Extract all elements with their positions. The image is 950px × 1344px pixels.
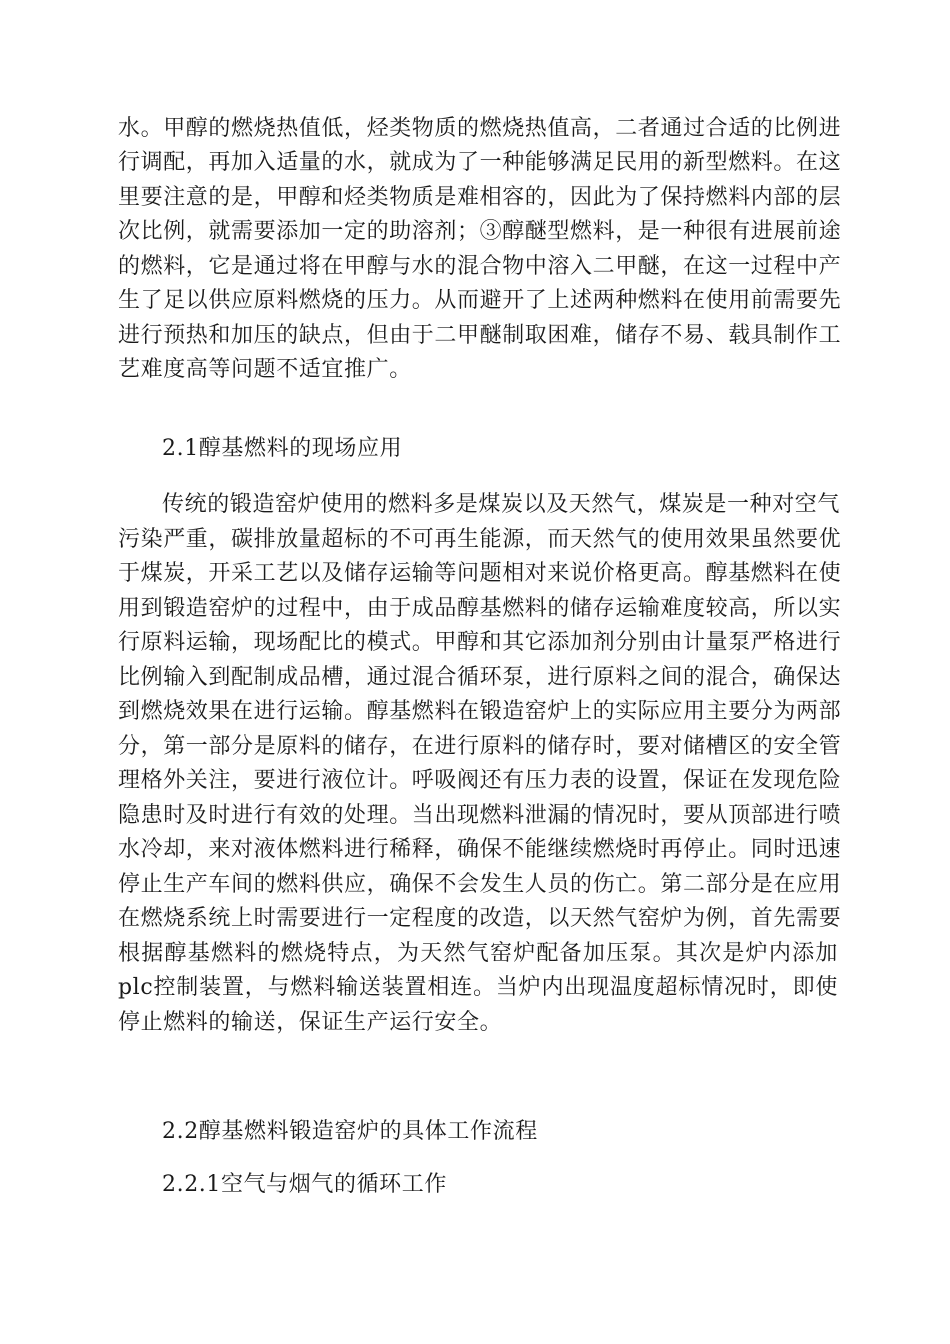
paragraph-line: 生了足以供应原料燃烧的压力。从而避开了上述两种燃料在使用前需要先 <box>118 288 842 313</box>
paragraph-line: 水。甲醇的燃烧热值低，烃类物质的燃烧热值高，二者通过合适的比例进 <box>118 116 842 141</box>
paragraph-line: 分，第一部分是原料的储存，在进行原料的储存时，要对储槽区的安全管 <box>118 734 842 759</box>
paragraph-line: 次比例，就需要添加一定的助溶剂；③醇醚型燃料，是一种很有进展前途 <box>118 219 842 244</box>
paragraph-line: 隐患时及时进行有效的处理。当出现燃料泄漏的情况时，要从顶部进行喷 <box>118 803 842 828</box>
paragraph-line: 停止生产车间的燃料供应，确保不会发生人员的伤亡。第二部分是在应用 <box>118 872 842 897</box>
paragraph-line: 理格外关注，要进行液位计。呼吸阀还有压力表的设置，保证在发现危险 <box>118 768 842 793</box>
paragraph-line: 在燃烧系统上时需要进行一定程度的改造，以天然气窑炉为例，首先需要 <box>118 906 842 931</box>
paragraph-line: 的燃料，它是通过将在甲醇与水的混合物中溶入二甲醚，在这一过程中产 <box>118 254 842 279</box>
paragraph-line: 于煤炭，开采工艺以及储存运输等问题相对来说价格更高。醇基燃料在使 <box>118 561 842 586</box>
paragraph-line: 艺难度高等问题不适宜推广。 <box>118 357 412 382</box>
paragraph-line: 停止燃料的输送，保证生产运行安全。 <box>118 1010 503 1035</box>
section-heading-2-2: 2.2醇基燃料锻造窑炉的具体工作流程 <box>162 1119 538 1144</box>
paragraph-line: 水冷却，来对液体燃料进行稀释，确保不能继续燃烧时再停止。同时迅速 <box>118 837 842 862</box>
paragraph-line: 用到锻造窑炉的过程中，由于成品醇基燃料的储存运输难度较高，所以实 <box>118 596 842 621</box>
paragraph-line: 传统的锻造窑炉使用的燃料多是煤炭以及天然气，煤炭是一种对空气 <box>162 492 841 517</box>
paragraph-line: 行调配，再加入适量的水，就成为了一种能够满足民用的新型燃料。在这 <box>118 150 842 175</box>
paragraph-line: 到燃烧效果在进行运输。醇基燃料在锻造窑炉上的实际应用主要分为两部 <box>118 699 842 724</box>
paragraph-line: 行原料运输，现场配比的模式。甲醇和其它添加剂分别由计量泵严格进行 <box>118 630 842 655</box>
paragraph-line: 进行预热和加压的缺点，但由于二甲醚制取困难，储存不易、载具制作工 <box>118 323 842 348</box>
section-heading-2-1: 2.1醇基燃料的现场应用 <box>162 436 403 461</box>
paragraph-line: 根据醇基燃料的燃烧特点，为天然气窑炉配备加压泵。其次是炉内添加 <box>118 941 838 966</box>
section-heading-2-2-1: 2.2.1空气与烟气的循环工作 <box>162 1172 447 1197</box>
paragraph-line: 里要注意的是，甲醇和烃类物质是难相容的，因此为了保持燃料内部的层 <box>118 185 842 210</box>
paragraph-line: plc控制装置，与燃料输送装置相连。当炉内出现温度超标情况时，即使 <box>118 975 838 1000</box>
paragraph-line: 比例输入到配制成品槽，通过混合循环泵，进行原料之间的混合，确保达 <box>118 665 842 690</box>
paragraph-line: 污染严重，碳排放量超标的不可再生能源，而天然气的使用效果虽然要优 <box>118 527 842 552</box>
